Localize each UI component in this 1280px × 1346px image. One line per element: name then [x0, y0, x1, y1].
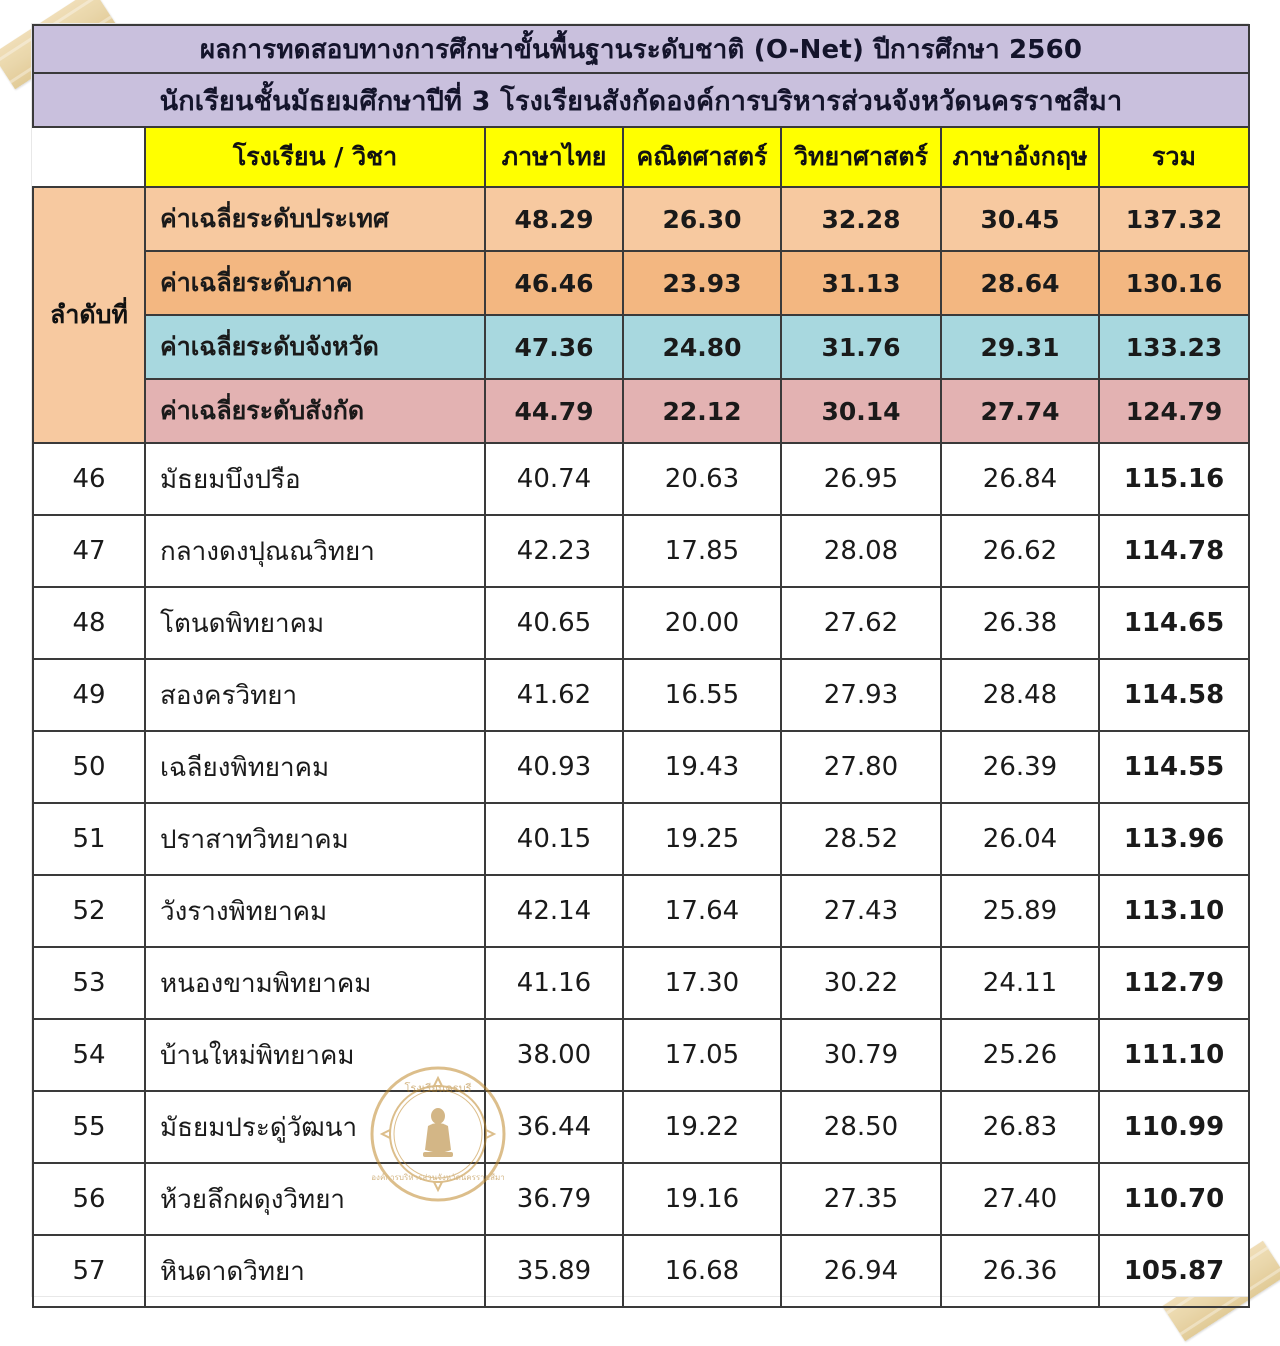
- row-total: 114.58: [1099, 659, 1249, 731]
- average-row-country: [33, 187, 1249, 251]
- average-region-label: ค่าเฉลี่ยระดับภาค: [145, 251, 485, 315]
- average-affiliation-total: 124.79: [1099, 379, 1249, 443]
- header-blank-cell: [33, 127, 145, 187]
- header-science: วิทยาศาสตร์: [781, 127, 941, 187]
- row-total: 112.79: [1099, 947, 1249, 1019]
- header-english: ภาษาอังกฤษ: [941, 127, 1099, 187]
- row-school: วังรางพิทยาคม: [145, 875, 485, 947]
- average-row-region: [33, 251, 1249, 315]
- row-total: 114.55: [1099, 731, 1249, 803]
- average-province-label: ค่าเฉลี่ยระดับจังหวัด: [145, 315, 485, 379]
- row-total: 113.10: [1099, 875, 1249, 947]
- row-math: 19.43: [623, 731, 781, 803]
- row-thai: 36.79: [485, 1163, 623, 1235]
- average-region-total: 130.16: [1099, 251, 1249, 315]
- table-row: [33, 803, 1249, 875]
- row-thai: 41.62: [485, 659, 623, 731]
- row-science: 27.93: [781, 659, 941, 731]
- table-row: [33, 875, 1249, 947]
- row-science: 28.08: [781, 515, 941, 587]
- average-affiliation-thai: 44.79: [485, 379, 623, 443]
- row-total: 113.96: [1099, 803, 1249, 875]
- table-row: [33, 659, 1249, 731]
- row-thai: 38.00: [485, 1019, 623, 1091]
- row-total: 105.87: [1099, 1235, 1249, 1307]
- row-english: 26.84: [941, 443, 1099, 515]
- row-math: 20.00: [623, 587, 781, 659]
- page-title-line1: ผลการทดสอบทางการศึกษาขั้นพื้นฐานระดับชาติ (O-Net) ปีการศึกษา 2560: [33, 25, 1249, 73]
- title-row-1: [33, 25, 1249, 73]
- table-row: [33, 1091, 1249, 1163]
- table-row: [33, 1163, 1249, 1235]
- rank-column-label: ลำดับที่: [33, 187, 145, 443]
- average-country-science: 32.28: [781, 187, 941, 251]
- table-header-row: [33, 127, 1249, 187]
- average-province-english: 29.31: [941, 315, 1099, 379]
- row-school: บ้านใหม่พิทยาคม: [145, 1019, 485, 1091]
- row-science: 27.62: [781, 587, 941, 659]
- row-math: 16.55: [623, 659, 781, 731]
- row-english: 26.62: [941, 515, 1099, 587]
- row-school: ห้วยลึกผดุงวิทยา: [145, 1163, 485, 1235]
- row-total: 110.99: [1099, 1091, 1249, 1163]
- row-school: กลางดงปุณณวิทยา: [145, 515, 485, 587]
- row-math: 20.63: [623, 443, 781, 515]
- row-rank: 52: [33, 875, 145, 947]
- header-school-subject: โรงเรียน / วิชา: [145, 127, 485, 187]
- row-math: 17.64: [623, 875, 781, 947]
- header-total: รวม: [1099, 127, 1249, 187]
- row-science: 27.35: [781, 1163, 941, 1235]
- average-region-thai: 46.46: [485, 251, 623, 315]
- row-school: ปราสาทวิทยาคม: [145, 803, 485, 875]
- average-region-english: 28.64: [941, 251, 1099, 315]
- row-math: 16.68: [623, 1235, 781, 1307]
- row-english: 25.89: [941, 875, 1099, 947]
- row-science: 26.95: [781, 443, 941, 515]
- average-province-total: 133.23: [1099, 315, 1249, 379]
- row-rank: 55: [33, 1091, 145, 1163]
- average-country-total: 137.32: [1099, 187, 1249, 251]
- row-thai: 42.23: [485, 515, 623, 587]
- row-school: หนองขามพิทยาคม: [145, 947, 485, 1019]
- row-school: โตนดพิทยาคม: [145, 587, 485, 659]
- row-science: 28.50: [781, 1091, 941, 1163]
- row-english: 24.11: [941, 947, 1099, 1019]
- row-thai: 36.44: [485, 1091, 623, 1163]
- row-school: มัธยมประดู่วัฒนา: [145, 1091, 485, 1163]
- table-row: [33, 731, 1249, 803]
- average-country-math: 26.30: [623, 187, 781, 251]
- row-english: 26.38: [941, 587, 1099, 659]
- row-rank: 54: [33, 1019, 145, 1091]
- row-science: 30.79: [781, 1019, 941, 1091]
- report-sheet: [32, 24, 1248, 1296]
- row-school: สองครวิทยา: [145, 659, 485, 731]
- row-rank: 57: [33, 1235, 145, 1307]
- row-rank: 56: [33, 1163, 145, 1235]
- row-thai: 40.15: [485, 803, 623, 875]
- table-row: [33, 1235, 1249, 1307]
- row-school: มัธยมบึงปรือ: [145, 443, 485, 515]
- row-english: 28.48: [941, 659, 1099, 731]
- row-thai: 42.14: [485, 875, 623, 947]
- table-row: [33, 947, 1249, 1019]
- average-affiliation-label: ค่าเฉลี่ยระดับสังกัด: [145, 379, 485, 443]
- row-rank: 47: [33, 515, 145, 587]
- row-math: 19.25: [623, 803, 781, 875]
- table-row: [33, 1019, 1249, 1091]
- row-math: 19.16: [623, 1163, 781, 1235]
- row-science: 27.43: [781, 875, 941, 947]
- row-total: 115.16: [1099, 443, 1249, 515]
- row-english: 26.36: [941, 1235, 1099, 1307]
- row-math: 17.85: [623, 515, 781, 587]
- header-math: คณิตศาสตร์: [623, 127, 781, 187]
- page-title-line2: นักเรียนชั้นมัธยมศึกษาปีที่ 3 โรงเรียนสังกัดองค์การบริหารส่วนจังหวัดนครราชสีมา: [33, 73, 1249, 127]
- row-rank: 48: [33, 587, 145, 659]
- row-rank: 49: [33, 659, 145, 731]
- average-province-math: 24.80: [623, 315, 781, 379]
- row-total: 111.10: [1099, 1019, 1249, 1091]
- row-math: 17.05: [623, 1019, 781, 1091]
- onet-results-table: [32, 24, 1250, 1308]
- row-total: 114.65: [1099, 587, 1249, 659]
- header-thai: ภาษาไทย: [485, 127, 623, 187]
- row-english: 26.83: [941, 1091, 1099, 1163]
- average-affiliation-science: 30.14: [781, 379, 941, 443]
- average-province-science: 31.76: [781, 315, 941, 379]
- row-thai: 40.93: [485, 731, 623, 803]
- average-region-math: 23.93: [623, 251, 781, 315]
- table-row: [33, 443, 1249, 515]
- row-school: เฉลียงพิทยาคม: [145, 731, 485, 803]
- row-school: หินดาดวิทยา: [145, 1235, 485, 1307]
- average-row-affiliation: [33, 379, 1249, 443]
- row-science: 28.52: [781, 803, 941, 875]
- table-row: [33, 515, 1249, 587]
- table-row: [33, 587, 1249, 659]
- row-rank: 53: [33, 947, 145, 1019]
- average-region-science: 31.13: [781, 251, 941, 315]
- average-affiliation-math: 22.12: [623, 379, 781, 443]
- row-thai: 41.16: [485, 947, 623, 1019]
- row-rank: 51: [33, 803, 145, 875]
- row-english: 25.26: [941, 1019, 1099, 1091]
- row-math: 19.22: [623, 1091, 781, 1163]
- average-country-thai: 48.29: [485, 187, 623, 251]
- seal-text-top: โรงเรียนครบุรี: [404, 1082, 472, 1095]
- row-rank: 46: [33, 443, 145, 515]
- average-country-label: ค่าเฉลี่ยระดับประเทศ: [145, 187, 485, 251]
- row-thai: 40.65: [485, 587, 623, 659]
- row-thai: 35.89: [485, 1235, 623, 1307]
- row-total: 110.70: [1099, 1163, 1249, 1235]
- average-country-english: 30.45: [941, 187, 1099, 251]
- row-thai: 40.74: [485, 443, 623, 515]
- row-science: 30.22: [781, 947, 941, 1019]
- row-science: 27.80: [781, 731, 941, 803]
- row-rank: 50: [33, 731, 145, 803]
- average-row-province: [33, 315, 1249, 379]
- row-science: 26.94: [781, 1235, 941, 1307]
- title-row-2: [33, 73, 1249, 127]
- average-affiliation-english: 27.74: [941, 379, 1099, 443]
- row-total: 114.78: [1099, 515, 1249, 587]
- row-english: 26.04: [941, 803, 1099, 875]
- row-english: 26.39: [941, 731, 1099, 803]
- seal-text-bottom: องค์การบริหารส่วนจังหวัดนครราชสีมา: [371, 1173, 505, 1182]
- row-english: 27.40: [941, 1163, 1099, 1235]
- row-math: 17.30: [623, 947, 781, 1019]
- average-province-thai: 47.36: [485, 315, 623, 379]
